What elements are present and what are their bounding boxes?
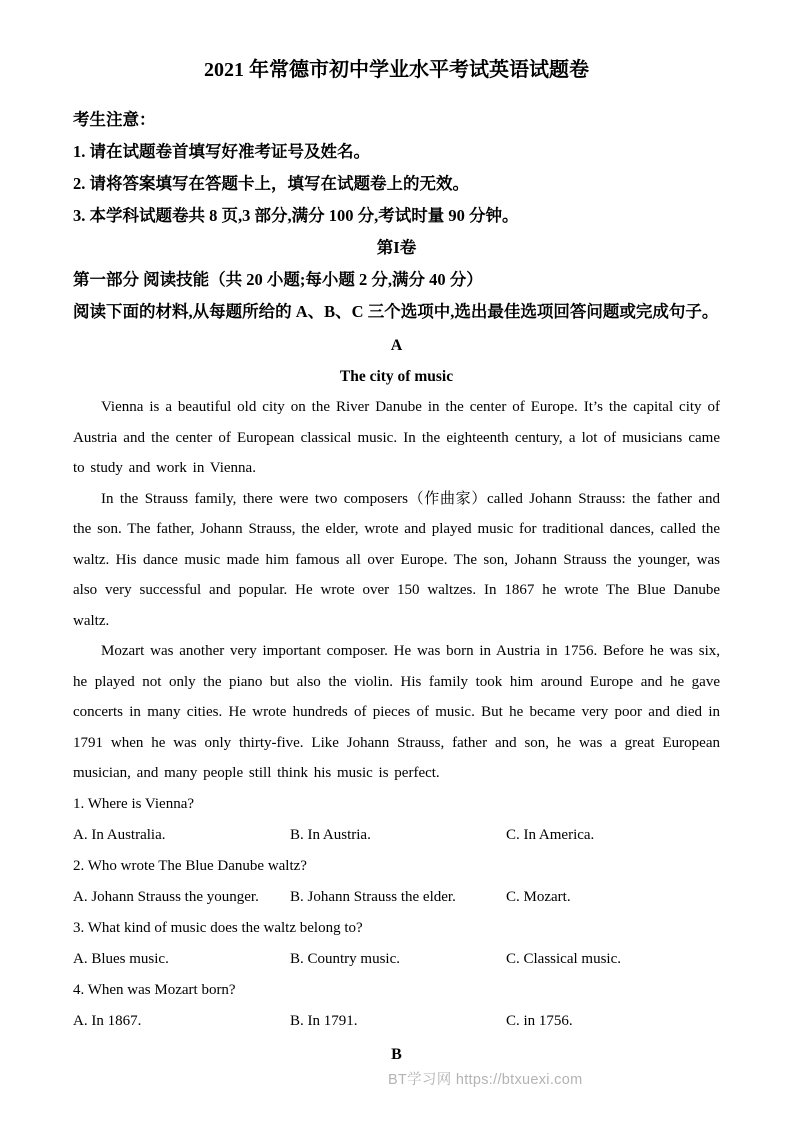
notice-heading: 考生注意： [73, 110, 156, 129]
volume-heading: 第I卷 [376, 238, 417, 257]
part1-section [73, 264, 720, 328]
option-b: B. In 1791. [290, 1012, 358, 1029]
notice-section [73, 104, 720, 232]
part1-instruction: 阅读下面的材料,从每题所给的 A、B、C 三个选项中,选出最佳选项回答问题或完成句子。 [73, 302, 719, 321]
option-b: B. Johann Strauss the elder. [290, 888, 456, 905]
question-options [73, 944, 720, 975]
passage-paragraph-1: Vienna is a beautiful old city on the River Danube in the center of Europe. It’s the capital city of Austria and the center of European classical music. In the eighteenth century, a lot of musicians came to study and work in Vienna. [73, 399, 720, 476]
passage-body [73, 392, 720, 789]
watermark-text: BT学习网 https://btxuexi.com [388, 1072, 583, 1088]
notice-item-3: 3. 本学科试题卷共 8 页,3 部分,满分 100 分,考试时量 90 分钟。 [73, 206, 519, 225]
notice-item-1: 1. 请在试题卷首填写好准考证号及姓名。 [73, 142, 370, 161]
part1-heading: 第一部分 阅读技能（共 20 小题;每小题 2 分,满分 40 分） [73, 270, 483, 289]
question-stem: 1. Where is Vienna? [73, 795, 195, 812]
question-stem: 4. When was Mozart born? [73, 981, 236, 998]
passage-paragraph-3: Mozart was another very important composer. He was born in Austria in 1756. Before he was six, he played not only the piano but also the violin. His family took him around Europe and he gave concerts in many cities. He wrote hundreds of pieces of music. But he became very poor and died in 1791 when he was only thirty-five. Like Johann Strauss, father and son, he was a great European musician, and many people still think his music is perfect. [73, 643, 720, 781]
option-a: A. In Australia. [73, 826, 166, 843]
option-b: B. Country music. [290, 950, 401, 967]
section-a-label: A [390, 337, 403, 354]
question-4 [73, 975, 720, 1037]
passage-title: The city of music [339, 368, 454, 385]
option-c: C. Classical music. [506, 950, 621, 967]
option-c: C. in 1756. [506, 1012, 573, 1029]
option-a: A. Johann Strauss the younger. [73, 888, 259, 905]
option-a: A. In 1867. [73, 1012, 142, 1029]
option-c: C. Mozart. [506, 888, 571, 905]
question-2 [73, 851, 720, 913]
question-3 [73, 913, 720, 975]
option-b: B. In Austria. [290, 826, 371, 843]
page-title: 2021 年常德市初中学业水平考试英语试题卷 [204, 59, 589, 81]
section-b-label: B [391, 1045, 402, 1063]
notice-item-2: 2. 请将答案填写在答题卡上，填写在试题卷上的无效。 [73, 174, 469, 193]
option-a: A. Blues music. [73, 950, 169, 967]
question-options [73, 882, 720, 913]
question-stem: 3. What kind of music does the waltz belong to? [73, 919, 363, 936]
questions-block [73, 789, 720, 1037]
question-stem: 2. Who wrote The Blue Danube waltz? [73, 857, 307, 874]
question-options [73, 820, 720, 851]
question-options [73, 1006, 720, 1037]
question-1 [73, 789, 720, 851]
option-c: C. In America. [506, 826, 595, 843]
passage-paragraph-2: In the Strauss family, there were two composers（作曲家）called Johann Strauss: the father and the son. The father, Johann Strauss, the elder, wrote and played music for traditional dances, called the waltz. His dance music made him famous all over Europe. The son, Johann Strauss the younger, was also very successful and popular. He wrote over 150 waltzes. In 1867 he wrote The Blue Danube waltz. [73, 490, 720, 629]
